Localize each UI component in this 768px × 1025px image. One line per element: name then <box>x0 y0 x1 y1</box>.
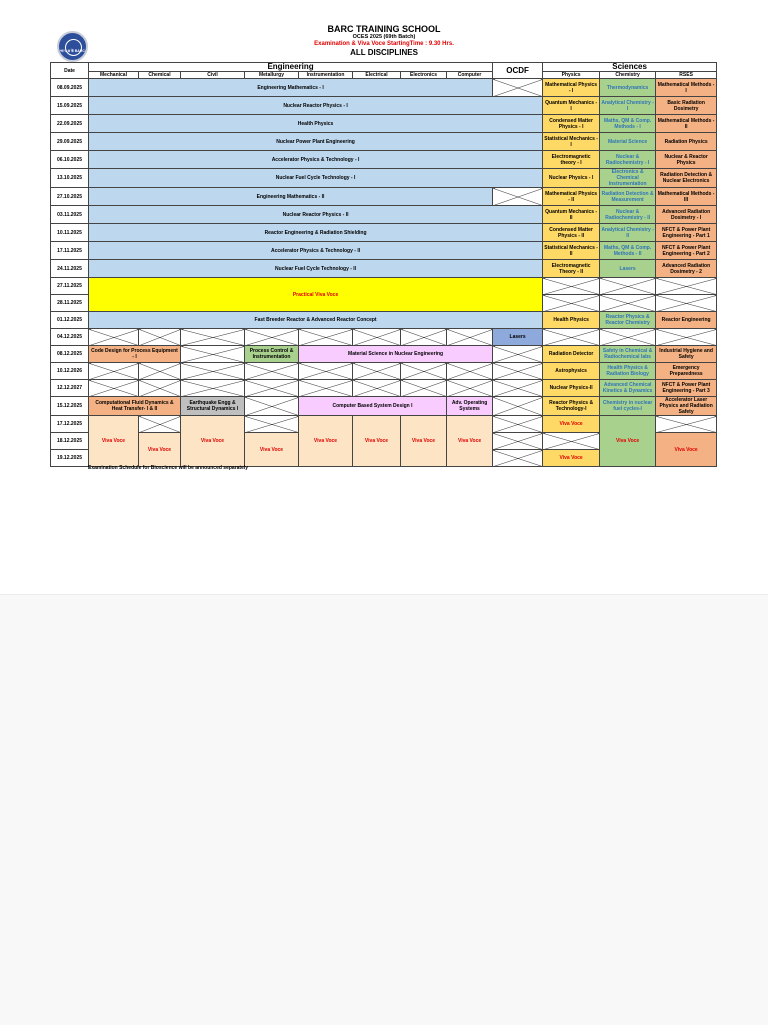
rses-subject-cell: NFCT & Power Plant Engineering - Part 3 <box>656 380 717 397</box>
rses-subject-cell: Advanced Radiation Dosimetry - 2 <box>656 260 717 278</box>
date-cell: 12.12.2027 <box>51 380 89 397</box>
viva-voce-cell: Viva Voce <box>447 416 493 467</box>
rses-viva-cell: Viva Voce <box>656 433 717 467</box>
date-cell: 29.09.2025 <box>51 133 89 151</box>
date-cell: 15.09.2025 <box>51 97 89 115</box>
viva-voce-cell: Viva Voce <box>89 416 139 467</box>
eng-subject-cell: Nuclear Reactor Physics - II <box>89 206 543 224</box>
physics-subject-cell: Condensed Matter Physics - II <box>543 224 600 242</box>
empty-cell <box>299 363 353 380</box>
empty-cell <box>181 346 245 363</box>
rses-subject-cell: NFCT & Power Plant Engineering - Part 1 <box>656 224 717 242</box>
schedule-row <box>51 115 717 133</box>
empty-cell <box>543 278 600 295</box>
empty-cell <box>493 397 543 416</box>
physics-subject-cell: Health Physics <box>543 312 600 329</box>
cbsd-subject-cell: Computer Based System Design I <box>299 397 447 416</box>
empty-cell <box>493 450 543 467</box>
empty-cell <box>600 329 656 346</box>
rses-subject-cell: Advanced Radiation Dosimetry - I <box>656 206 717 224</box>
schedule-row <box>51 206 717 224</box>
chemistry-subject-cell: Reactor Physics & Reactor Chemistry <box>600 312 656 329</box>
physics-subject-cell: Nuclear Physics - I <box>543 169 600 188</box>
col-mechanical: Mechanical <box>89 72 139 79</box>
eng-subject-cell: Accelerator Physics & Technology - II <box>89 242 543 260</box>
metallurgy-subject-cell: Process Control & Instrumentation <box>245 346 299 363</box>
date-cell: 27.11.2025 <box>51 278 89 295</box>
empty-cell <box>245 363 299 380</box>
exam-time-label: Examination & Viva Voce StartingTime : 9.30 Hrs. <box>314 41 454 47</box>
date-cell: 19.12.2025 <box>51 450 89 467</box>
date-cell: 24.11.2025 <box>51 260 89 278</box>
engineering-header: Engineering <box>89 63 493 72</box>
empty-cell <box>656 295 717 312</box>
physics-subject-cell: Astrophysics <box>543 363 600 380</box>
chemistry-subject-cell: Health Physics & Radiation Biology <box>600 363 656 380</box>
chemistry-subject-cell: Chemistry in nuclear fuel cycles-I <box>600 397 656 416</box>
empty-cell <box>401 329 447 346</box>
school-title: BARC TRAINING SCHOOL <box>327 24 441 34</box>
empty-cell <box>493 188 543 206</box>
chemistry-subject-cell: Analytical Chemistry - II <box>600 224 656 242</box>
lower-page-area <box>0 594 768 1025</box>
rses-subject-cell: Basic Radiation Dosimetry <box>656 97 717 115</box>
schedule-row <box>51 260 717 278</box>
disciplines-label: ALL DISCIPLINES <box>350 48 418 57</box>
col-instrumentation: Instrumentation <box>299 72 353 79</box>
col-electrical: Electrical <box>353 72 401 79</box>
empty-cell <box>600 278 656 295</box>
empty-cell <box>401 363 447 380</box>
empty-cell <box>401 380 447 397</box>
chemistry-subject-cell: Analytical Chemistry - I <box>600 97 656 115</box>
civil-subject-cell: Earthquake Engg & Structural Dynamics I <box>181 397 245 416</box>
rses-subject-cell: Mathematical Methods - I <box>656 79 717 97</box>
chemistry-subject-cell: Lasers <box>600 260 656 278</box>
schedule-row <box>51 79 717 97</box>
physics-subject-cell: Reactor Physics & Technology-I <box>543 397 600 416</box>
empty-cell <box>245 329 299 346</box>
physics-subject-cell: Radiation Detector <box>543 346 600 363</box>
viva-voce-cell: Viva Voce <box>299 416 353 467</box>
empty-cell <box>181 363 245 380</box>
date-cell: 04.12.2025 <box>51 329 89 346</box>
col-chemical: Chemical <box>139 72 181 79</box>
rses-subject-cell: Mathematical Methods - III <box>656 188 717 206</box>
empty-cell <box>139 380 181 397</box>
physics-subject-cell: Statistical Mechanics - II <box>543 242 600 260</box>
date-cell: 10.12.2026 <box>51 363 89 380</box>
mech-subject-cell: Computational Fluid Dynamics & Heat Transfer- I & II <box>89 397 181 416</box>
viva-voce-cell: Viva Voce <box>245 433 299 467</box>
barc-logo-icon: भा प अ के BARC <box>57 31 88 62</box>
date-cell: 10.11.2025 <box>51 224 89 242</box>
date-cell: 03.11.2025 <box>51 206 89 224</box>
schedule-row <box>51 151 717 169</box>
eng-subject-cell: Engineering Mathematics - I <box>89 79 493 97</box>
empty-cell <box>139 416 181 433</box>
physics-subject-cell: Nuclear Physics-II <box>543 380 600 397</box>
chemistry-subject-cell: Thermodynamics <box>600 79 656 97</box>
schedule-main-rows <box>51 79 717 278</box>
rses-subject-cell: Radiation Physics <box>656 133 717 151</box>
chemistry-subject-cell: Nuclear & Radiochemistry - II <box>600 206 656 224</box>
practical-viva-cell: Practical Viva Voce <box>89 278 543 312</box>
rses-subject-cell: Reactor Engineering <box>656 312 717 329</box>
date-cell: 17.11.2025 <box>51 242 89 260</box>
viva-voce-cell: Viva Voce <box>181 416 245 467</box>
date-cell: 08.09.2025 <box>51 79 89 97</box>
date-cell: 13.10.2025 <box>51 169 89 188</box>
empty-cell <box>543 433 600 450</box>
schedule-row <box>51 133 717 151</box>
physics-viva-cell: Viva Voce <box>543 416 600 433</box>
eng-subject-cell: Engineering Mathematics - II <box>89 188 493 206</box>
physics-subject-cell: Electromagnetic Theory - II <box>543 260 600 278</box>
eng-subject-cell: Nuclear Fuel Cycle Technology - I <box>89 169 543 188</box>
date-cell: 17.12.2025 <box>51 416 89 433</box>
document-header <box>0 24 768 57</box>
col-chemistry: Chemistry <box>600 72 656 79</box>
physics-subject-cell: Mathematical Physics - I <box>543 79 600 97</box>
ocdf-header: OCDF <box>493 63 543 79</box>
empty-cell <box>493 416 543 433</box>
chemistry-subject-cell: Maths, QM & Comp. Methods - I <box>600 115 656 133</box>
date-cell: 01.12.2025 <box>51 312 89 329</box>
empty-cell <box>543 329 600 346</box>
empty-cell <box>493 346 543 363</box>
date-header: Date <box>51 63 89 79</box>
col-rses: RSES <box>656 72 717 79</box>
eng-subject-cell: Nuclear Fuel Cycle Technology - II <box>89 260 543 278</box>
viva-voce-cell: Viva Voce <box>139 433 181 467</box>
empty-cell <box>447 380 493 397</box>
rses-subject-cell: NFCT & Power Plant Engineering - Part 2 <box>656 242 717 260</box>
physics-viva-cell: Viva Voce <box>543 450 600 467</box>
empty-cell <box>656 416 717 433</box>
date-cell: 28.11.2025 <box>51 295 89 312</box>
empty-cell <box>89 363 139 380</box>
empty-cell <box>139 329 181 346</box>
aos-subject-cell: Adv. Operating Systems <box>447 397 493 416</box>
empty-cell <box>89 329 139 346</box>
empty-cell <box>447 329 493 346</box>
viva-voce-cell: Viva Voce <box>401 416 447 467</box>
sciences-header: Sciences <box>543 63 717 72</box>
empty-cell <box>353 380 401 397</box>
rses-subject-cell: Nuclear & Reactor Physics <box>656 151 717 169</box>
empty-cell <box>353 363 401 380</box>
empty-cell <box>245 397 299 416</box>
chemistry-subject-cell: Safety in Chemical & Radiochemical labs <box>600 346 656 363</box>
bioscience-footnote: Examination Schedule for Bioscience will be announced separately <box>88 465 249 471</box>
chemistry-viva-cell: Viva Voce <box>600 416 656 467</box>
empty-cell <box>493 79 543 97</box>
empty-cell <box>245 416 299 433</box>
col-electronics: Electronics <box>401 72 447 79</box>
rses-subject-cell: Mathematical Methods - II <box>656 115 717 133</box>
col-physics: Physics <box>543 72 600 79</box>
empty-cell <box>245 380 299 397</box>
col-computer: Computer <box>447 72 493 79</box>
ocdf-subject-cell: Lasers <box>493 329 543 346</box>
date-cell: 06.10.2025 <box>51 151 89 169</box>
date-cell: 15.12.2025 <box>51 397 89 416</box>
eng-subject-cell: Health Physics <box>89 115 543 133</box>
empty-cell <box>181 380 245 397</box>
schedule-row <box>51 188 717 206</box>
chemistry-subject-cell: Material Science <box>600 133 656 151</box>
empty-cell <box>447 363 493 380</box>
material-science-cell: Material Science in Nuclear Engineering <box>299 346 493 363</box>
date-cell: 27.10.2025 <box>51 188 89 206</box>
batch-label: OCES 2025 (69th Batch) <box>352 34 416 40</box>
eng-subject-cell: Accelerator Physics & Technology - I <box>89 151 543 169</box>
eng-subject-cell: Nuclear Power Plant Engineering <box>89 133 543 151</box>
exam-schedule-table <box>50 62 717 467</box>
mech-subject-cell: Code Design for Process Equipment - I <box>89 346 181 363</box>
rses-subject-cell: Industrial Hygiene and Safety <box>656 346 717 363</box>
rses-subject-cell: Accelerator Laser Physics and Radiation Safety <box>656 397 717 416</box>
viva-voce-cell: Viva Voce <box>353 416 401 467</box>
chemistry-subject-cell: Advanced Chemical Kinetics & Dynamics <box>600 380 656 397</box>
eng-subject-cell: Reactor Engineering & Radiation Shielding <box>89 224 543 242</box>
rses-subject-cell: Radiation Detection & Nuclear Electronics <box>656 169 717 188</box>
schedule-row <box>51 242 717 260</box>
col-civil: Civil <box>181 72 245 79</box>
empty-cell <box>139 363 181 380</box>
date-cell: 08.12.2025 <box>51 346 89 363</box>
col-metallurgy: Metallurgy <box>245 72 299 79</box>
physics-subject-cell: Electromagnetic theory - I <box>543 151 600 169</box>
empty-cell <box>181 329 245 346</box>
empty-cell <box>353 329 401 346</box>
empty-cell <box>493 433 543 450</box>
schedule-row <box>51 224 717 242</box>
chemistry-subject-cell: Electronics & Chemical Instrumentation <box>600 169 656 188</box>
empty-cell <box>656 329 717 346</box>
eng-subject-cell: Nuclear Reactor Physics - I <box>89 97 543 115</box>
empty-cell <box>299 380 353 397</box>
empty-cell <box>493 380 543 397</box>
schedule-row <box>51 169 717 188</box>
physics-subject-cell: Mathematical Physics - II <box>543 188 600 206</box>
physics-subject-cell: Quantum Mechanics - I <box>543 97 600 115</box>
physics-subject-cell: Quantum Mechanics - II <box>543 206 600 224</box>
empty-cell <box>493 363 543 380</box>
empty-cell <box>543 295 600 312</box>
date-cell: 18.12.2025 <box>51 433 89 450</box>
date-cell: 22.09.2025 <box>51 115 89 133</box>
chemistry-subject-cell: Maths, QM & Comp. Methods - II <box>600 242 656 260</box>
empty-cell <box>656 278 717 295</box>
chemistry-subject-cell: Radiation Detection & Measurement <box>600 188 656 206</box>
physics-subject-cell: Statistical Mechanics - I <box>543 133 600 151</box>
eng-subject-cell: Fast Breeder Reactor & Advanced Reactor Concept <box>89 312 543 329</box>
physics-subject-cell: Condensed Matter Physics - I <box>543 115 600 133</box>
empty-cell <box>299 329 353 346</box>
rses-subject-cell: Emergency Preparedness <box>656 363 717 380</box>
chemistry-subject-cell: Nuclear & Radiochemistry - I <box>600 151 656 169</box>
empty-cell <box>89 380 139 397</box>
empty-cell <box>600 295 656 312</box>
schedule-row <box>51 97 717 115</box>
